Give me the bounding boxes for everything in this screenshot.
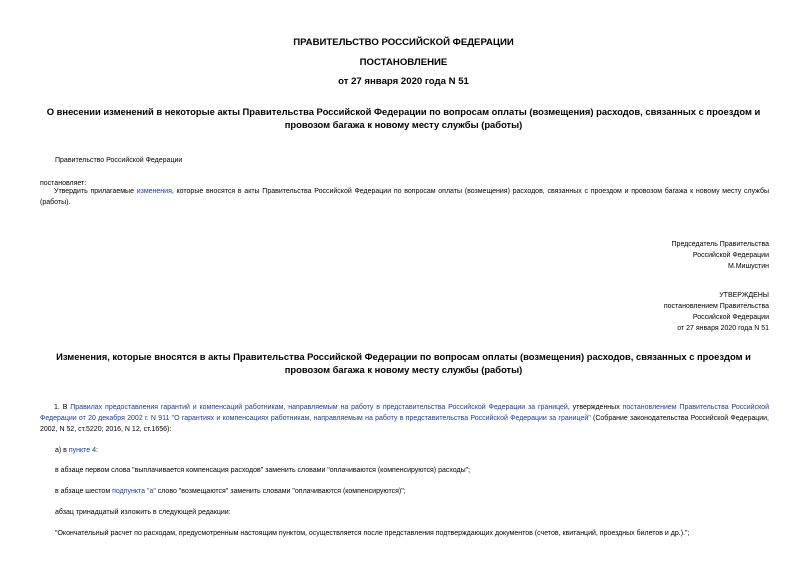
changes-link[interactable]: изменения	[136, 188, 172, 195]
signature-line-1: Председатель Правительства	[671, 241, 769, 248]
issuer-text: Правительство Российской Федерации	[55, 157, 183, 164]
item-1-paragraph	[40, 402, 769, 435]
item-1-suffix: (Собрание законодательства Российской Федерации, 2002, N 52, ст.5220; 2016, N 12, ст.1656):	[40, 415, 770, 433]
item-1-prefix: 1. В	[54, 404, 71, 411]
changes-title: Изменения, которые вносятся в акты Правительства Российской Федерации по вопросам оплаты (возмещения) расходов, связанных с проездом и провозом багажа к новому месту службы (работы)	[56, 351, 751, 375]
decides-text: постановляет:	[40, 180, 87, 187]
point-4-link[interactable]: пункте 4	[68, 447, 96, 454]
subitem-a	[55, 445, 98, 456]
main-paragraph-part2: , которые вносятся в акты Правительства Российской Федерации по вопросам оплаты (возмещения) расходов, связанных с проездом и провозом багажа к новому месту службы (работы).	[40, 188, 769, 206]
signature-block	[560, 239, 769, 272]
resolution-911-link[interactable]: постановлением Правительства Российской Федерации от 20 декабря 2002 г. N 911 "О гарантиях и компенсациях работникам, направляемым на работу в представительства Российской Федерации за границей"	[40, 404, 770, 422]
sixth-prefix: в абзаце шестом	[55, 488, 113, 495]
subpoint-a-link[interactable]: подпункта "а"	[112, 488, 156, 495]
approved-line-4: от 27 января 2020 года N 51	[677, 325, 769, 332]
document-type-heading: ПОСТАНОВЛЕНИЕ	[359, 57, 448, 68]
signature-line-2: Российской Федерации	[692, 252, 769, 259]
rules-link[interactable]: Правилах предоставления гарантий и компенсаций работникам, направляемым на работу в представительства Российской Федерации за границей	[70, 404, 568, 411]
government-heading: ПРАВИТЕЛЬСТВО РОССИЙСКОЙ ФЕДЕРАЦИИ	[293, 37, 514, 48]
approved-line-3: Российской Федерации	[692, 314, 769, 321]
thirteenth-paragraph-change: абзац тринадцатый изложить в следующей редакции:	[55, 509, 231, 516]
document-date-number: от 27 января 2020 года N 51	[338, 76, 469, 87]
subitem-a-prefix: а) в	[55, 447, 69, 454]
new-wording-quote: "Окончательный расчет по расходам, предусмотренным настоящим пунктом, осуществляется после представления подтверждающих документов (счетов, квитанций, проездных билетов и др.).";	[55, 530, 690, 537]
first-paragraph-change: в абзаце первом слова "выплачивается компенсация расходов" заменить словами "оплачиваются (компенсируются) расходы";	[55, 467, 471, 474]
main-paragraph-part1: Утвердить прилагаемые	[54, 188, 137, 195]
approved-line-2: постановлением Правительства	[663, 303, 769, 310]
main-paragraph	[40, 186, 769, 208]
signature-line-3: М.Мишустин	[727, 263, 769, 270]
subitem-a-suffix: :	[96, 447, 98, 454]
approved-block	[560, 290, 769, 334]
sixth-suffix: слово "возмещаются" заменить словами "оплачиваются (компенсируются)";	[155, 488, 406, 495]
sixth-paragraph-change	[55, 486, 406, 497]
document-title: О внесении изменений в некоторые акты Правительства Российской Федерации по вопросам оплаты (возмещения) расходов, связанных с проездом и провозом багажа к новому месту службы (работы)	[46, 106, 761, 130]
approved-line-1: УТВЕРЖДЕНЫ	[719, 292, 769, 299]
item-1-mid: , утвержденных	[567, 404, 623, 411]
